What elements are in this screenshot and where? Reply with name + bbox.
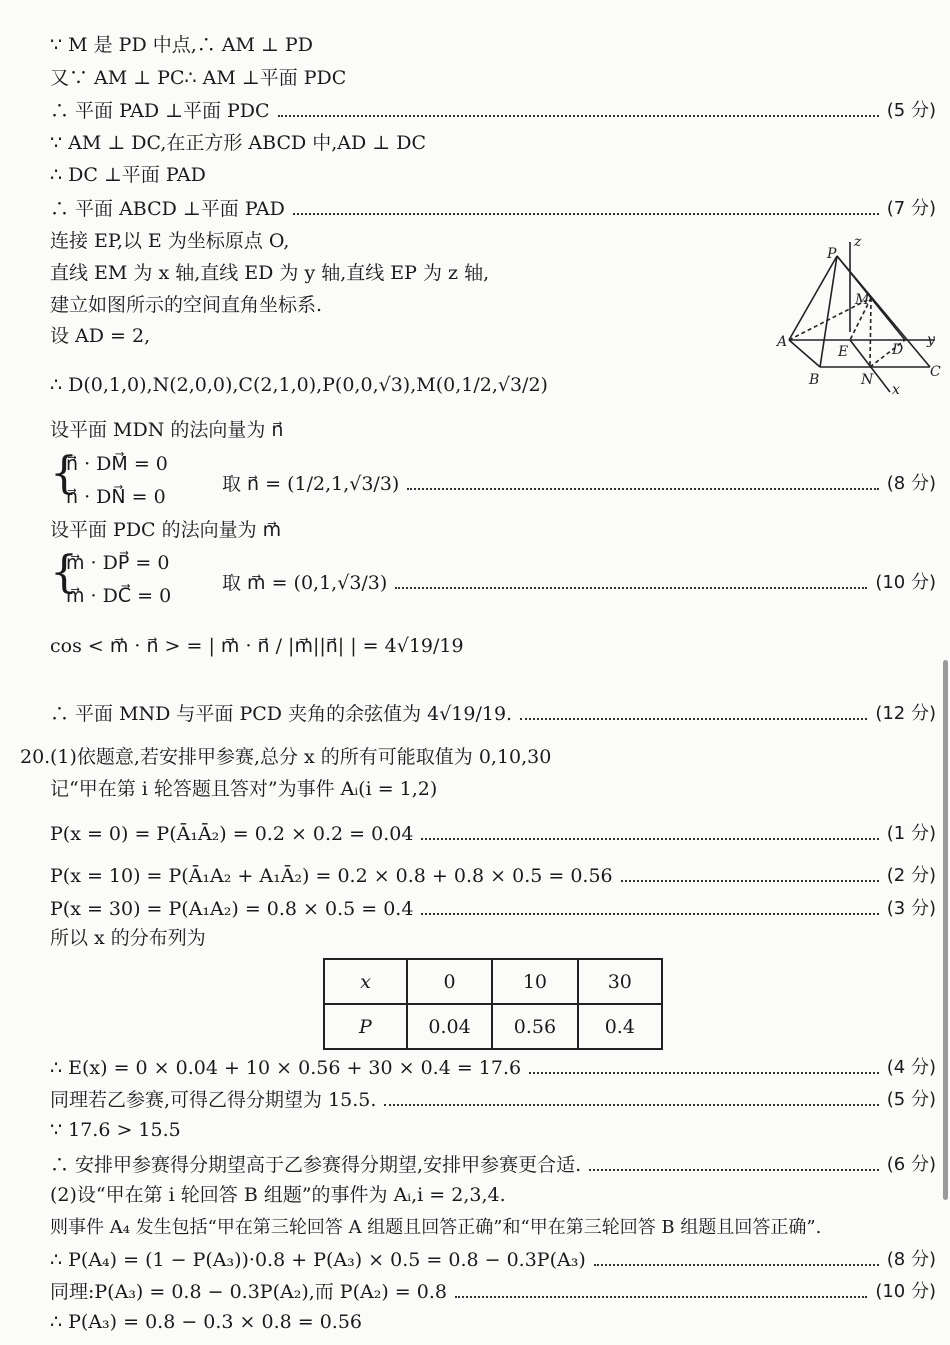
text-line-scored: 同理:P(A₃) = 0.8 − 0.3P(A₂),而 P(A₂) = 0.8 (10 分) <box>50 1281 936 1303</box>
text-line: 则事件 A₄ 发生包括“甲在第三轮回答 A 组题且回答正确”和“甲在第三轮回答 B 组题且回答正确”. <box>50 1217 822 1238</box>
leader-dots <box>421 903 878 915</box>
text-line: ∴ DC ⊥平面 PAD <box>50 164 206 186</box>
text-line: 设 AD = 2, <box>50 325 151 347</box>
text-line-scored: 取 m⃗ = (0,1,√3/3) (10 分) <box>222 572 936 594</box>
leader-dots <box>293 203 879 215</box>
leader-dots <box>529 1062 879 1074</box>
table-cell: 10 <box>492 959 577 1004</box>
equation-row: n⃗ · DM⃗ = 0 <box>66 453 168 475</box>
label-y: y <box>927 332 935 348</box>
text-line: ∵ AM ⊥ DC,在正方形 ABCD 中,AD ⊥ DC <box>50 132 426 154</box>
distribution-table <box>323 958 663 1050</box>
label-m: M <box>855 292 870 308</box>
leader-dots <box>594 1254 879 1266</box>
leader-dots <box>384 1094 878 1106</box>
label-c: C <box>930 364 941 380</box>
text-line: 建立如图所示的空间直角坐标系. <box>50 294 323 316</box>
leader-dots <box>520 708 867 720</box>
score-label: (8 分) <box>886 1249 936 1270</box>
score-label: (10 分) <box>875 1281 936 1302</box>
line-mn <box>870 298 871 367</box>
text-line: 设平面 MDN 的法向量为 n⃗ <box>50 419 284 441</box>
table-row <box>324 959 662 1004</box>
label-e: E <box>838 344 849 360</box>
leader-dots <box>421 828 878 840</box>
table-row <box>324 1004 662 1049</box>
text-line: 记“甲在第 i 轮答题且答对”为事件 Aᵢ(i = 1,2) <box>50 778 438 800</box>
table-cell: 0.56 <box>492 1004 577 1049</box>
label-a: A <box>777 334 788 350</box>
label-b: B <box>809 372 820 388</box>
edge-pb <box>820 256 837 367</box>
table-cell: x <box>324 959 407 1004</box>
text-line: 直线 EM 为 x 轴,直线 ED 为 y 轴,直线 EP 为 z 轴, <box>50 262 490 284</box>
text-line-scored: ∴ 平面 MND 与平面 PCD 夹角的余弦值为 4√19/19. (12 分) <box>50 703 936 725</box>
label-d: D <box>892 342 904 358</box>
text-line: 设平面 PDC 的法向量为 m⃗ <box>50 519 282 541</box>
score-label: (12 分) <box>875 703 936 724</box>
text-line: (2)设“甲在第 i 轮回答 B 组题”的事件为 Aᵢ,i = 2,3,4. <box>50 1184 506 1206</box>
score-label: (6 分) <box>886 1154 936 1175</box>
scrollbar-thumb[interactable] <box>943 660 948 1200</box>
coordinates-line: ∴ D(0,1,0),N(2,0,0),C(2,1,0),P(0,0,√3),M(0,1/2,√3/2) <box>50 374 548 396</box>
leader-dots <box>621 870 879 882</box>
text-line: 所以 x 的分布列为 <box>50 927 206 949</box>
score-label: (4 分) <box>886 1057 936 1078</box>
pyramid-figure <box>775 232 945 402</box>
table-cell: P <box>324 1004 407 1049</box>
text-line: (1)依题意,若安排甲参赛,总分 x 的所有可能取值为 0,10,30 <box>50 746 552 768</box>
text-line-scored: P(x = 30) = P(A₁A₂) = 0.8 × 0.5 = 0.4 (3 分) <box>50 898 936 920</box>
table-cell: 0 <box>407 959 492 1004</box>
table-cell: 0.04 <box>407 1004 492 1049</box>
table-cell: 30 <box>578 959 662 1004</box>
leader-dots <box>455 1286 867 1298</box>
cosine-line: cos < m⃗ · n⃗ > = | m⃗ · n⃗ / |m⃗||n⃗| | = 4√19/19 <box>50 635 464 657</box>
score-label: (5 分) <box>886 1089 936 1110</box>
text-line: 连接 EP,以 E 为坐标原点 O, <box>50 230 290 252</box>
text-line: ∵ M 是 PD 中点,∴ AM ⊥ PD <box>50 34 313 56</box>
text-line-scored: ∴ 平面 PAD ⊥平面 PDC (5 分) <box>50 100 936 122</box>
text-line: 又∵ AM ⊥ PC∴ AM ⊥平面 PDC <box>50 67 347 89</box>
leader-dots <box>589 1159 879 1171</box>
text-line-scored: P(x = 10) = P(Ā₁A₂ + A₁Ā₂) = 0.2 × 0.8 + 0.8 × 0.5 = 0.56 (2 分) <box>50 865 936 887</box>
score-label: (8 分) <box>886 473 936 494</box>
score-label: (1 分) <box>886 823 936 844</box>
question-number: 20. <box>20 746 51 768</box>
text-line: ∴ P(A₃) = 0.8 − 0.3 × 0.8 = 0.56 <box>50 1311 363 1333</box>
equation-row: n⃗ · DN⃗ = 0 <box>66 486 166 508</box>
text-line-scored: ∴ E(x) = 0 × 0.04 + 10 × 0.56 + 30 × 0.4 = 17.6 (4 分) <box>50 1057 936 1079</box>
score-label: (7 分) <box>886 198 936 219</box>
label-z: z <box>854 234 862 250</box>
score-label: (2 分) <box>886 865 936 886</box>
leader-dots <box>395 577 867 589</box>
text-line: ∵ 17.6 > 15.5 <box>50 1119 181 1141</box>
score-label: (5 分) <box>886 100 936 121</box>
text-line-scored: 取 n⃗ = (1/2,1,√3/3) (8 分) <box>222 473 936 495</box>
label-x: x <box>892 382 900 398</box>
text-line-scored: P(x = 0) = P(Ā₁Ā₂) = 0.2 × 0.2 = 0.04 (1 分) <box>50 823 936 845</box>
label-p: P <box>827 246 837 262</box>
text-line-scored: 同理若乙参赛,可得乙得分期望为 15.5. (5 分) <box>50 1089 936 1111</box>
score-label: (10 分) <box>875 572 936 593</box>
text-line-scored: ∴ 平面 ABCD ⊥平面 PAD (7 分) <box>50 198 936 220</box>
left-brace: { <box>50 448 78 499</box>
text-line-scored: ∴ P(A₄) = (1 − P(A₃))·0.8 + P(A₃) × 0.5 = 0.8 − 0.3P(A₃) (8 分) <box>50 1249 936 1271</box>
label-n: N <box>861 372 874 388</box>
equation-row: m⃗ · DP⃗ = 0 <box>66 552 170 574</box>
leader-dots <box>407 478 878 490</box>
left-brace: { <box>50 547 78 598</box>
text-line-scored: ∴ 安排甲参赛得分期望高于乙参赛得分期望,安排甲参赛更合适. (6 分) <box>50 1154 936 1176</box>
equation-row: m⃗ · DC⃗ = 0 <box>66 585 172 607</box>
table-cell: 0.4 <box>578 1004 662 1049</box>
score-label: (3 分) <box>886 898 936 919</box>
edge-ab <box>789 340 820 367</box>
leader-dots <box>278 105 879 117</box>
